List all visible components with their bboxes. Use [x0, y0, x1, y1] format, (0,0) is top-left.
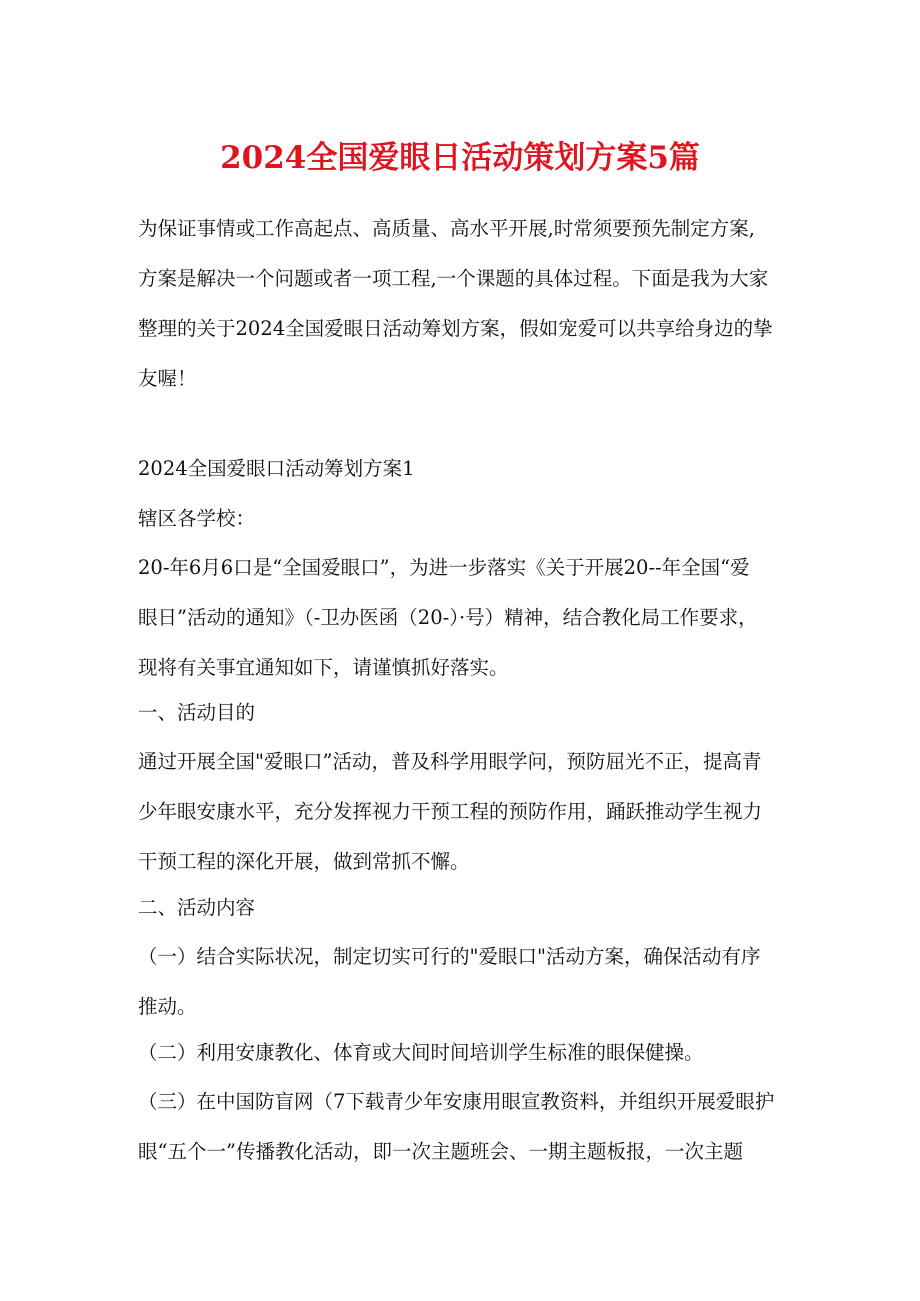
heading-purpose-text: 一、活动目的 [138, 701, 256, 724]
content-item-line: 眼“五个一”传播教化活动，即一次主题班会、一期主题板报，一次主题 [138, 1140, 743, 1163]
purpose-paragraph [138, 737, 786, 887]
purpose-line: 少年眼安康水平，充分发挥视力干预工程的预防作用，踊跃推动学生视力 [138, 800, 763, 823]
section-title-text: 2024全国爱眼口活动筹划方案1 [138, 457, 415, 480]
intro-line: 整理的关于2024全国爱眼日活动筹划方案，假如宠爱可以共享给身边的挚 [138, 317, 773, 340]
heading-content [138, 883, 786, 933]
content-item-line: （二）利用安康教化、体育或大间时间培训学生标准的眼保健操。 [138, 1041, 704, 1064]
intro-line: 为保证事情或工作高起点、高质量、高水平开展,时常须要预先制定方案, [138, 217, 755, 240]
content-item-1 [138, 932, 786, 1032]
notice-line: 20-年6月6口是“全国爱眼口”，为进一步落实《关于开展20--年全国“爱 [138, 556, 750, 579]
addressee [138, 494, 786, 544]
notice-paragraph [138, 543, 786, 693]
content-item-line: （一）结合实际状况，制定切实可行的"爱眼口"活动方案，确保活动有序 [138, 945, 761, 968]
notice-line: 现将有关事宜通知如下，请谨慎抓好落实。 [138, 656, 509, 679]
intro-paragraph [138, 204, 786, 404]
heading-purpose [138, 688, 786, 738]
content-item-line: 推动。 [138, 995, 197, 1018]
document-title: 2024全国爱眼日活动策划方案5篇 [220, 140, 700, 176]
heading-content-text: 二、活动内容 [138, 896, 256, 919]
purpose-line: 通过开展全国"爱眼口”活动，普及科学用眼学问，预防屈光不正，提高青 [138, 750, 762, 773]
content-item-line: （三）在中国防盲网（7下载青少年安康用眼宣教资料，并组织开展爱眼护 [138, 1090, 775, 1113]
content-item-3 [138, 1077, 786, 1177]
intro-line: 友喔！ [138, 367, 197, 390]
content-item-2 [138, 1028, 786, 1078]
addressee-text: 辖区各学校： [138, 507, 256, 530]
notice-line: 眼日”活动的通知》（-卫办医函（20-）·号）精神，结合教化局工作要求， [138, 606, 758, 629]
purpose-line: 干预工程的深化开展，做到常抓不懈。 [138, 850, 470, 873]
section-title [138, 444, 786, 494]
intro-line: 方案是解决一个问题或者一项工程,一个课题的具体过程。下面是我为大家 [138, 267, 769, 290]
